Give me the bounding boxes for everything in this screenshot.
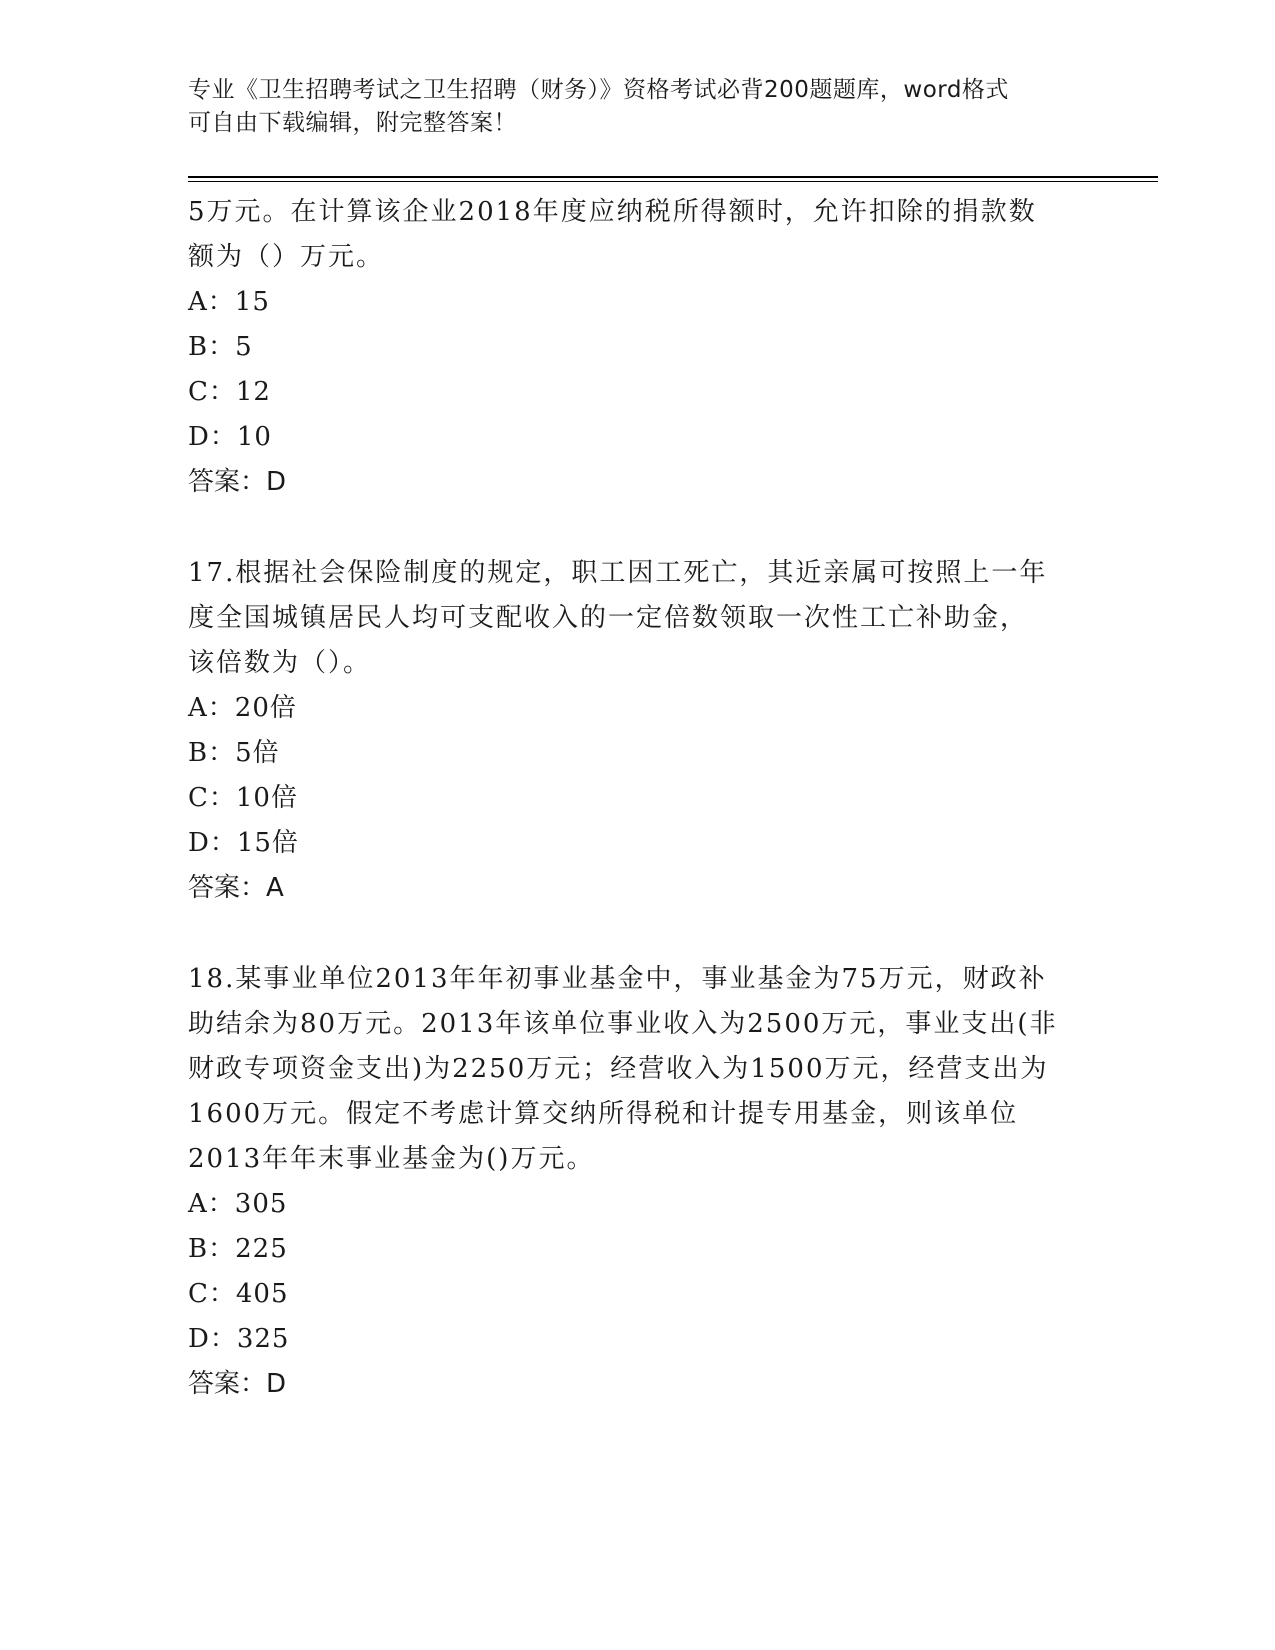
question-stem-line: 5万元。在计算该企业2018年度应纳税所得额时，允许扣除的捐款数 (188, 197, 1037, 227)
question-stem-line: 1600万元。假定不考虑计算交纳所得税和计提专用基金，则该单位 (188, 1099, 1019, 1129)
answer: 答案：A (188, 873, 284, 903)
option-c: C：405 (188, 1279, 289, 1309)
answer: 答案：D (188, 1369, 287, 1399)
document-body (188, 190, 1088, 1407)
option-b: B：225 (188, 1234, 288, 1264)
option-a: A：20倍 (188, 693, 297, 723)
option-c: C：12 (188, 377, 271, 407)
option-c: C：10倍 (188, 783, 298, 813)
question-stem-line: 财政专项资金支出)为2250万元；经营收入为1500万元，经营支出为 (188, 1054, 1049, 1084)
question-16 (188, 190, 1088, 505)
question-17 (188, 551, 1088, 911)
header-line-2: 可自由下载编辑，附完整答案！ (188, 110, 517, 136)
question-stem-line: 助结余为80万元。2013年该单位事业收入为2500万元，事业支出(非 (188, 1009, 1058, 1039)
option-d: D：15倍 (188, 828, 299, 858)
header-divider-thin (188, 181, 1158, 182)
header-line-1: 专业《卫生招聘考试之卫生招聘（财务）》资格考试必背200题题库，word格式 (188, 77, 1009, 103)
question-stem-line: 度全国城镇居民人均可支配收入的一定倍数领取一次性工亡补助金， (188, 603, 1029, 633)
option-d: D：325 (188, 1324, 290, 1354)
option-a: A：15 (188, 287, 270, 317)
question-stem-line: 额为（）万元。 (188, 242, 385, 272)
question-18 (188, 957, 1088, 1407)
question-stem-line: 2013年年末事业基金为()万元。 (188, 1144, 595, 1174)
document-header (188, 74, 1088, 140)
question-stem-line: 17.根据社会保险制度的规定，职工因工死亡，其近亲属可按照上一年 (188, 558, 1048, 588)
option-a: A：305 (188, 1189, 288, 1219)
option-b: B：5 (188, 332, 253, 362)
answer: 答案：D (188, 467, 287, 497)
header-divider-thick (188, 176, 1158, 178)
option-b: B：5倍 (188, 738, 280, 768)
option-d: D：10 (188, 422, 272, 452)
question-stem-line: 18.某事业单位2013年年初事业基金中，事业基金为75万元，财政补 (188, 964, 1047, 994)
question-stem-line: 该倍数为（）。 (188, 648, 372, 678)
